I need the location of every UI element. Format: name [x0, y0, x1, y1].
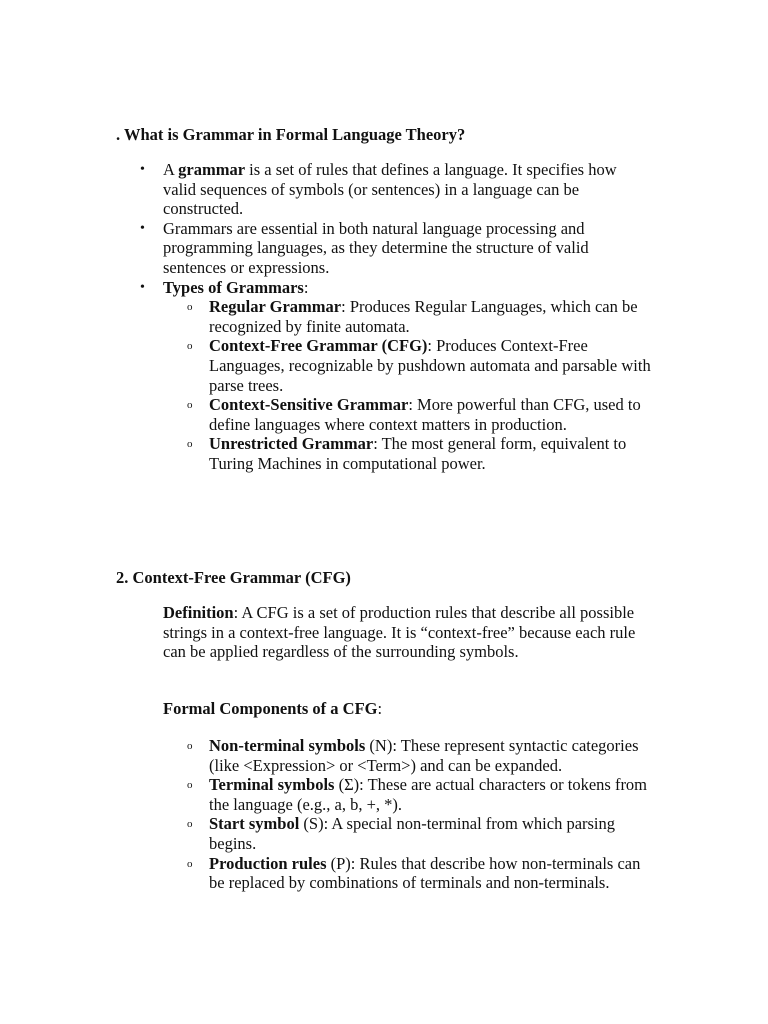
bullet-bold-term: grammar	[178, 160, 246, 179]
grammar-type-name: Context-Sensitive Grammar	[209, 395, 409, 415]
circle-bullet-icon: o	[187, 818, 193, 831]
list-item	[163, 775, 651, 814]
bullet-icon: •	[140, 279, 145, 295]
grammar-type-name: Regular Grammar	[209, 297, 342, 317]
component-name: Terminal symbols	[209, 775, 335, 795]
circle-bullet-icon: o	[187, 438, 193, 451]
bullet-icon: •	[140, 162, 145, 177]
grammar-type-name: Unrestricted Grammar	[209, 434, 374, 454]
definition-label: Definition	[163, 603, 234, 622]
circle-bullet-icon: o	[187, 740, 193, 752]
grammar-types-list	[163, 297, 651, 473]
grammar-type-desc: : More powerful than CFG, used to define languages where context matters in production.	[209, 395, 641, 434]
definition-paragraph	[163, 603, 643, 662]
list-item	[163, 814, 651, 853]
grammar-type-desc: : Produces Context-Free Languages, recognizable by pushdown automata and parsable with parse trees.	[209, 336, 651, 395]
components-colon: :	[377, 699, 383, 718]
list-item	[163, 736, 651, 775]
bullet-text: :	[303, 277, 309, 297]
components-list	[163, 736, 651, 893]
components-label: Formal Components of a CFG	[163, 699, 378, 718]
list-item	[163, 395, 651, 434]
components-heading	[163, 699, 643, 719]
bullet-text: Grammars are essential in both natural language processing and programming languages, as they determine the structure of valid sentences or expressions.	[163, 218, 589, 277]
list-item	[163, 297, 651, 336]
section1-heading: . What is Grammar in Formal Language Theory?	[116, 125, 466, 144]
circle-bullet-icon: o	[187, 399, 193, 412]
list-item	[163, 336, 651, 395]
bullet-bold-term: Types of Grammars	[163, 277, 304, 297]
list-item	[163, 854, 651, 893]
grammar-type-desc: : The most general form, equivalent to Turing Machines in computational power.	[209, 434, 627, 473]
component-desc: (S): A special non-terminal from which parsing begins.	[209, 814, 616, 853]
grammar-type-name: Context-Free Grammar (CFG)	[209, 336, 428, 356]
circle-bullet-icon: o	[187, 340, 193, 353]
list-item	[163, 434, 651, 473]
component-desc: (Σ): These are actual characters or tokens from the language (e.g., a, b, +, *).	[209, 775, 648, 814]
component-name: Start symbol	[209, 814, 300, 834]
component-desc: (N): These represent syntactic categories (like <Expression> or <Term>) and can be expanded.	[209, 736, 639, 775]
list-item	[0, 160, 643, 219]
component-desc: (P): Rules that describe how non-terminals can be replaced by combinations of terminals and non-terminals.	[209, 853, 641, 893]
circle-bullet-icon: o	[187, 779, 193, 792]
definition-text: : A CFG is a set of production rules that describe all possible strings in a context-free language. It is “context-free” because each rule can be applied regardless of the surrounding symbols.	[163, 603, 636, 662]
grammar-bullet-list	[0, 160, 768, 474]
grammar-type-desc: : Produces Regular Languages, which can be recognized by finite automata.	[209, 297, 638, 336]
list-item	[0, 219, 643, 278]
list-item	[0, 277, 651, 474]
circle-bullet-icon: o	[187, 301, 193, 314]
bullet-pre-text: A	[163, 160, 179, 179]
bullet-text: is a set of rules that defines a language. It specifies how valid sequences of symbols (or sentences) in a language can be constructed.	[163, 160, 617, 219]
component-name: Non-terminal symbols	[209, 736, 366, 755]
component-name: Production rules	[209, 853, 327, 873]
bullet-icon: •	[140, 220, 145, 236]
circle-bullet-icon: o	[187, 857, 193, 870]
section2-heading: 2. Context-Free Grammar (CFG)	[116, 568, 351, 587]
